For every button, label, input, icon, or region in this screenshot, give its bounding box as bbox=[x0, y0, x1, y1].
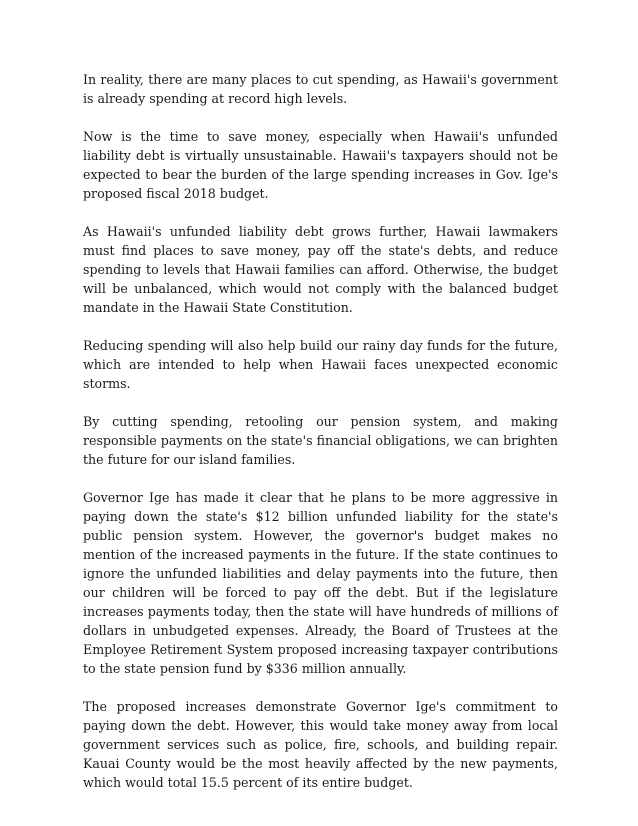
paragraph-7: The proposed increases demonstrate Governor Ige's commitment to paying down the debt. However, this would take money away from local government services such as police, fire, schools, and building repair. Kauai County would be the most heavily affected by the new payments, which would total 15.5 percent of its entire budget. bbox=[83, 699, 558, 790]
paragraph-3: As Hawaii's unfunded liability debt grows further, Hawaii lawmakers must find places to save money, pay off the state's debts, and reduce spending to levels that Hawaii families can afford. Otherwise, the budget will be unbalanced, which would not comply with the balanced budget mandate in the Hawaii State Constitution. bbox=[83, 224, 558, 315]
paragraph-6: Governor Ige has made it clear that he plans to be more aggressive in paying down the state's $12 billion unfunded liability for the state's public pension system. However, the governor's budget makes no mention of the increased payments in the future. If the state continues to ignore the unfunded liabilities and delay payments into the future, then our children will be forced to pay off the debt. But if the legislature increases payments today, then the state will have hundreds of millions of dollars in unbudgeted expenses. Already, the Board of Trustees at the Employee Retirement System proposed increasing taxpayer contributions to the state pension fund by $336 million annually. bbox=[83, 490, 558, 676]
paragraph-5: By cutting spending, retooling our pension system, and making responsible payments on the state's financial obligations, we can brighten the future for our island families. bbox=[83, 414, 558, 467]
paragraph-2: Now is the time to save money, especially when Hawaii's unfunded liability debt is virtually unsustainable. Hawaii's taxpayers should not be expected to bear the burden of the large spending increases in Gov. Ige's proposed fiscal 2018 budget. bbox=[83, 129, 558, 201]
paragraph-4: Reducing spending will also help build our rainy day funds for the future, which are intended to help when Hawaii faces unexpected economic storms. bbox=[83, 338, 558, 391]
paragraph-1: In reality, there are many places to cut spending, as Hawaii's government is already spending at record high levels. bbox=[83, 72, 558, 106]
document-body bbox=[83, 70, 558, 811]
